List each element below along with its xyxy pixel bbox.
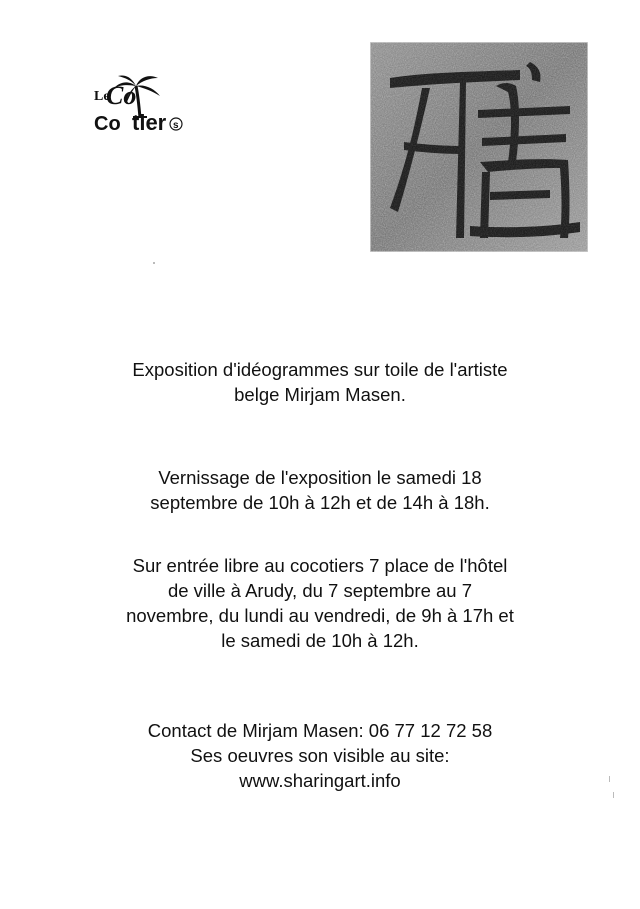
website-link[interactable]: www.sharingart.info: [239, 770, 401, 791]
contact-line-2: Ses oeuvres son visible au site:: [190, 745, 450, 766]
scan-speck: [153, 262, 155, 264]
logo-text-co-top: Co: [106, 81, 137, 110]
exhibition-intro: [0, 357, 640, 407]
hours-line-3: novembre, du lundi au vendredi, de 9h à 17h et: [126, 605, 514, 626]
intro-line-1: Exposition d'idéogrammes sur toile de l'artiste: [132, 359, 508, 380]
opening-hours: [0, 553, 640, 653]
contact-line-1: Contact de Mirjam Masen: 06 77 12 72 58: [147, 720, 493, 741]
palm-tree-icon: [92, 70, 192, 140]
vernissage-line-2: septembre de 10h à 12h et de 14h à 18h.: [150, 492, 490, 513]
hours-line-2: de ville à Arudy, du 7 septembre au 7: [167, 580, 473, 601]
contact-info: [0, 718, 640, 793]
scan-speck: [609, 776, 610, 782]
hours-line-4: le samedi de 10h à 12h.: [221, 630, 419, 651]
logo-text-s: s: [173, 120, 179, 131]
ideogram-artwork: [370, 42, 588, 252]
intro-line-2: belge Mirjam Masen.: [234, 384, 406, 405]
scan-speck: [613, 792, 614, 798]
logo-text-co-bottom: Co: [94, 113, 121, 135]
logo-text-tier: tier: [132, 110, 167, 135]
cocotier-logo: [92, 70, 192, 140]
vernissage-info: [0, 465, 640, 515]
vernissage-line-1: Vernissage de l'exposition le samedi 18: [158, 467, 482, 488]
hours-line-1: Sur entrée libre au cocotiers 7 place de l'hôtel: [132, 555, 508, 576]
logo-text-le: Le: [94, 89, 110, 104]
